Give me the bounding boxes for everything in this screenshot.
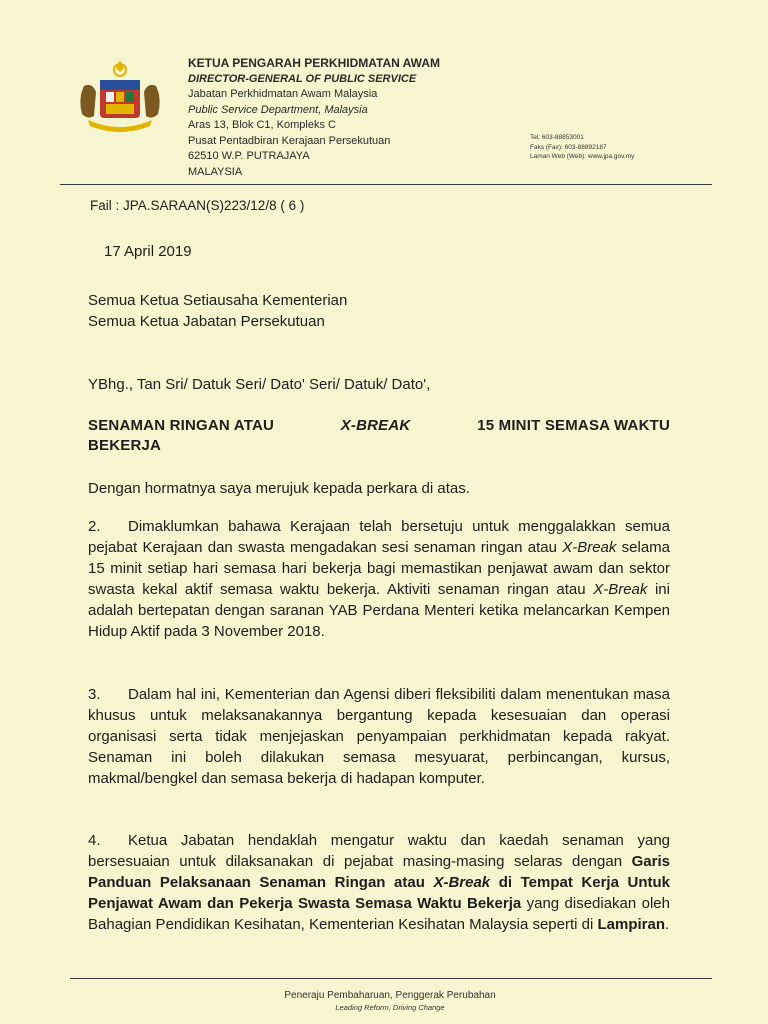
- paragraph-4: [88, 830, 670, 935]
- footer: [0, 990, 768, 1012]
- letterhead-title: KETUA PENGARAH PERKHIDMATAN AWAM: [188, 56, 440, 70]
- paragraph-text: ini adalah bertepatan dengan saranan YAB Perdana Menteri ketika melancarkan Kempen Hidup Aktif pada 3 November 2018.: [88, 581, 670, 640]
- footer-divider: [70, 978, 712, 979]
- department-name: Jabatan Perkhidmatan Awam Malaysia: [188, 88, 378, 100]
- paragraph-emphasis: Garis Panduan Pelaksanaan Senaman Ringan atau: [88, 853, 670, 891]
- fax: Faks (Fax): 603-88892187: [530, 143, 607, 151]
- paragraph-text: selama 15 minit setiap hari semasa hari bekerja bagi memastikan penjawat awam dan sektor swasta kekal aktif semasa waktu bekerja. Aktiviti senaman ringan atau: [88, 539, 670, 598]
- letter-date: 17 April 2019: [104, 243, 192, 260]
- paragraph-number: 2.: [88, 518, 101, 535]
- recipients: [88, 290, 347, 332]
- paragraph-emphasis: X-Break: [433, 874, 491, 891]
- letter-subject: [88, 416, 670, 456]
- subject-part: SENAMAN RINGAN ATAU: [88, 417, 275, 434]
- paragraph-emphasis: di Tempat Kerja Untuk Penjawat Awam dan Pekerja Swasta Semasa Waktu Bekerja: [88, 874, 671, 912]
- paragraph-text: Dalam hal ini, Kementerian dan Agensi diberi fleksibiliti dalam menentukan masa khusus untuk melaksanakannya bergantung kepada kesesuaian dan operasi organisasi serta tidak menjejaskan penyampaian perkhidmatan kepada rakyat. Senaman ini boleh dilakukan semasa mesyuarat, perbincangan, kursus, makmal/bengkel dan semasa bekerja di hadapan komputer.: [88, 686, 670, 787]
- paragraph-1: Dengan hormatnya saya merujuk kepada perkara di atas.: [88, 480, 470, 497]
- letterhead: [188, 56, 440, 180]
- contact-info: [530, 133, 634, 162]
- subject-part: BEKERJA: [88, 437, 162, 454]
- header-divider: [60, 184, 712, 185]
- paragraph-text: Dimaklumkan bahawa Kerajaan telah bersetuju untuk menggalakkan semua pejabat Kerajaan dan swasta mengadakan sesi senaman ringan atau: [88, 518, 670, 556]
- address-line: 62510 W.P. PUTRAJAYA: [188, 150, 310, 162]
- paragraph-emphasis: X-Break: [593, 581, 648, 598]
- paragraph-text: .: [665, 916, 670, 933]
- telephone: Tel: 603-88853001: [530, 134, 584, 141]
- letterhead-title-en: DIRECTOR-GENERAL OF PUBLIC SERVICE: [188, 72, 417, 85]
- paragraph-text: Ketua Jabatan hendaklah mengatur waktu dan kaedah senaman yang bersesuaian untuk dilaksanakan di pejabat masing-masing selaras dengan: [88, 832, 670, 870]
- paragraph-number: 4.: [88, 832, 101, 849]
- paragraph-3: [88, 684, 670, 789]
- recipient: Semua Ketua Jabatan Persekutuan: [88, 313, 325, 330]
- footer-motto-en: Leading Reform, Driving Change: [335, 1003, 445, 1012]
- salutation: YBhg., Tan Sri/ Datuk Seri/ Dato' Seri/ Datuk/ Dato',: [88, 376, 431, 393]
- paragraph-number: 3.: [88, 686, 101, 703]
- coat-of-arms-logo: [70, 58, 170, 136]
- recipient: Semua Ketua Setiausaha Kementerian: [88, 292, 348, 309]
- subject-part: X-BREAK: [340, 417, 411, 434]
- paragraph-emphasis: X-Break: [562, 539, 617, 556]
- paragraph-text: yang disediakan oleh Bahagian Pendidikan Kesihatan, Kementerian Kesihatan Malaysia seperti di: [88, 895, 670, 933]
- address-line: MALAYSIA: [188, 165, 243, 178]
- file-reference: Fail : JPA.SARAAN(S)223/12/8 ( 6 ): [90, 198, 305, 213]
- address-line: Pusat Pentadbiran Kerajaan Persekutuan: [188, 134, 391, 147]
- website: Laman Web (Web): www.jpa.gov.my: [530, 153, 635, 160]
- department-name-en: Public Service Department, Malaysia: [188, 103, 368, 116]
- paragraph-2: [88, 516, 670, 642]
- subject-part: 15 MINIT SEMASA WAKTU: [477, 417, 670, 434]
- paragraph-emphasis: Lampiran: [597, 916, 666, 933]
- address-line: Aras 13, Blok C1, Kompleks C: [188, 119, 336, 131]
- footer-motto: Peneraju Pembaharuan, Penggerak Perubahan: [284, 990, 496, 1001]
